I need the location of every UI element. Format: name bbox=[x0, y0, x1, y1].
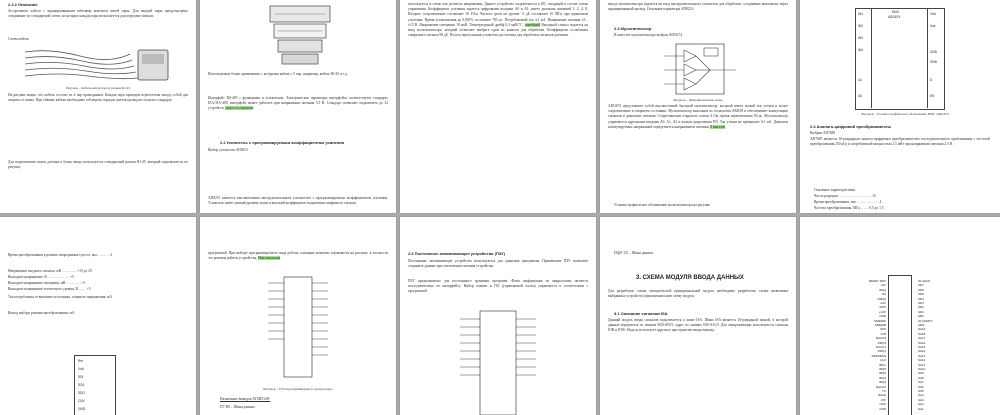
chip-pin: D bbox=[930, 78, 933, 82]
controller-pinout-diagram bbox=[266, 275, 330, 379]
isa-signal-label: IRQ5 bbox=[878, 371, 886, 376]
paragraph: Для разработки схемы электрической принципиальной модуля необходимо разработать схемы включения выбранных устройств и функциональную схему модуля. bbox=[608, 289, 788, 299]
isa-signal-label: DRQ2 bbox=[877, 296, 886, 301]
parameter-row: Напряжение входного сигнала, мВ ………… +10 до 20 bbox=[8, 269, 92, 273]
chip-pin: A0 bbox=[858, 94, 862, 98]
figure-caption: Рисунок – Условно-графическое обозначение ИМС ADG674 bbox=[861, 112, 949, 116]
document-page-4 bbox=[600, 0, 796, 213]
paragraph: Время преобразования в режиме непрерывного роста, мкс ……… 4 bbox=[8, 253, 112, 257]
isa-signal-label: SD4 bbox=[918, 296, 924, 301]
paragraph: Данный модуль ввода сигналов подключается к шине ISA. Шина ISA является 16-разрядной шиной, в которой данные передаются по линиям SD0-SD15, адрес по линиям SA0-SA19. Для синхронизации используются сигналы IOR и IOW. Модуль использует адресное пространство ввода-вывода. bbox=[608, 318, 788, 333]
paragraph: ADG674 представляет собой высокоточный быстрый мультиплексор, который имеет малый ток утечки и малое сопротивление в открытом состоянии. Мультиплексор выполнен по технологии КМОП и обеспечивает коммутацию сигналов в диапазоне питания. Сопротивление открытого ключа 4 Ом, время переключения 50 нс. Мультиплексор управляется адресными входами A0, A1, A2 и входом разрешения EN. Ток утечки не превышает 0,1 нА. Диапазон коммутируемых напряжений определяется напряжением питания. 8 каналов bbox=[608, 104, 788, 129]
chip-pin: IN2 bbox=[858, 24, 863, 28]
isa-signal-label: +12V bbox=[878, 309, 886, 314]
isa-signal-label: OSC bbox=[879, 402, 886, 407]
isa-signal-label: IRQ2 bbox=[878, 287, 886, 292]
chip-pin: GND bbox=[930, 60, 938, 64]
isa-signal-label: CLK bbox=[880, 358, 886, 363]
isa-signal-label: GND bbox=[879, 406, 886, 411]
isa-signal-label: AEN bbox=[918, 323, 925, 327]
paragraph: Постоянные запоминающие устройства используются для хранения программы. Применение ПЗУ позволяет сохранить данные при отключении питания устройства. bbox=[408, 259, 588, 269]
isa-signal-label: SD1 bbox=[918, 309, 924, 314]
isa-signal-label: SA2 bbox=[918, 402, 924, 407]
paragraph: На рисунке видно, что кабель состоит из 4 пар проводников. Каждая пара проводов переплетена между собой для защиты от помех. При обжиме кабеля необходимо соблюдать порядок цветов проводов согласно стандарту. bbox=[8, 93, 188, 103]
isa-signal-label: SA16 bbox=[918, 340, 926, 345]
paragraph bbox=[8, 37, 188, 42]
isa-signal-label: SA9 bbox=[918, 371, 924, 376]
isa-signal-label: SD0 bbox=[918, 314, 924, 319]
paragraph: используется в схеме как делитель напряжения. Данное устройство подключается к ИС, входящей в состав схемы управления. Коэффициент усиления задается цифровыми входами A0 и A1, имеет диапазон значений 1, 2, 4, 8. Входное сопротивление составляет 10 ГОм. Частота среза на уровне -3 дБ составляет 10 МГц при единичном усилении. Время установления до 0,001% составляет 785 нс. Потребляемый ток 4,1 мА. Напряжение питания ±5...±15 В. Напряжение смещения 18 мкВ. Температурный дрейф 0,3 мкВ/°C. линейный Выходной сигнал подается на вход мультиплексора, который позволяет выбрать один из каналов для обработки. Коэффициент ослабления синфазного сигнала 98 дБ. Полоса пропускания усилителя достаточна для обработки сигналов датчиков. bbox=[408, 2, 588, 38]
figure-caption: Рисунок – Кабель витая пара и разъем RJ-45 bbox=[65, 86, 131, 90]
chip-pin: IN3 bbox=[858, 36, 863, 40]
document-page-7 bbox=[200, 217, 396, 415]
section-heading: 2.3 Мультиплексор bbox=[614, 26, 652, 31]
paragraph: выход мультиплексора подается на вход инструментального усилителя для обработки, соединение выполнено через экранированный провод. Основные параметры AD8251: bbox=[608, 2, 788, 12]
chip-pin: GND bbox=[78, 407, 86, 411]
figure-caption: Рисунок – Функциональная схема bbox=[673, 98, 723, 102]
isa-signal-label: SA11 bbox=[918, 362, 926, 367]
isa-signal-label: SA18 bbox=[918, 331, 926, 336]
isa-signal-label: SD5 bbox=[918, 292, 924, 297]
isa-signal-label: SA5 bbox=[918, 389, 924, 393]
chip-pin: SDI bbox=[78, 375, 84, 379]
isa-signal-label: BALE bbox=[878, 393, 886, 398]
isa-signal-label: SA12 bbox=[918, 358, 926, 363]
section-heading: 2.6 Постоянное запоминающее устройство (ПЗУ) bbox=[408, 251, 505, 256]
isa-signal-label: SA17 bbox=[918, 336, 926, 341]
isa-signal-label: SA14 bbox=[918, 349, 926, 354]
chip-pin: EN bbox=[930, 94, 935, 98]
isa-signal-label: -12V bbox=[879, 301, 886, 305]
chip-name: ADG674 bbox=[888, 15, 901, 19]
paragraph: ПЗУ предназначено для постоянного хранения программ. Флеш информация из микросхемы читается последовательно по интерфейсу. Выбор памяти и ПО (управляемой платы) управляется в соответствии с программой. bbox=[408, 279, 588, 294]
section-heading: 3.1 Описание сигналов ISA bbox=[614, 311, 668, 316]
section-heading: 2.4 Аналого-цифровой преобразователь bbox=[810, 124, 892, 129]
connector-illustration bbox=[260, 2, 340, 68]
document-page-10 bbox=[800, 217, 1000, 415]
isa-signal-label: IRQ3 bbox=[878, 380, 886, 385]
memory-chip-diagram bbox=[456, 309, 540, 415]
isa-connector-symbol bbox=[888, 275, 912, 415]
chip-pin: GND bbox=[930, 50, 938, 54]
section-heading: 2.2 Усилитель с программируемым коэффициентом усиления bbox=[220, 140, 345, 145]
chip-pin: Vdd bbox=[78, 367, 84, 371]
document-page-1 bbox=[0, 0, 196, 213]
chip-pin: IN4 bbox=[858, 48, 863, 52]
paragraph: AD8251 является высокоточным инструментальным усилителем с программируемым коэффициентом усиления. Усилитель имеет низкий уровень шума и высокий коэффициент подавления синфазного сигнала. bbox=[208, 196, 388, 206]
chip-pin: SDO bbox=[78, 391, 85, 395]
isa-signal-label: SD6 bbox=[918, 287, 924, 292]
isa-signal-label: IRQ7 bbox=[878, 362, 886, 367]
paragraph: Для подключения платы датчика к блоку ввода используется стандартный разъем RJ-45, который подключается по рисунку. bbox=[8, 160, 188, 170]
document-page-3 bbox=[400, 0, 596, 213]
paragraph: AD7685 является 16-разрядным аналого-цифровым преобразователем последовательного приближения с частотой преобразования 250 кГц и потребляемой мощностью 2.5 мВт при напряжении питания 2.5 В. bbox=[810, 137, 990, 147]
paragraph: Выбор усилителя AD8251 bbox=[208, 148, 249, 152]
parameter-row: Выходное напряжение смещения, мВ ………… +5 bbox=[8, 281, 86, 285]
list-item: Число разрядов ……………………… 16 bbox=[814, 194, 876, 198]
chip-pin: IN1 bbox=[858, 12, 863, 16]
highlighted-text: Схема кабеля bbox=[8, 37, 29, 41]
chip-pin: Ref bbox=[78, 359, 83, 363]
isa-signal-label: IOW bbox=[880, 327, 886, 332]
isa-signal-label: SA13 bbox=[918, 353, 926, 358]
document-page-2 bbox=[200, 0, 396, 213]
isa-signal-label: SD7 bbox=[918, 283, 924, 288]
isa-signal-label: IOR bbox=[880, 331, 886, 336]
twisted-pair-cable-illustration bbox=[20, 44, 180, 84]
document-page-5 bbox=[800, 0, 1000, 213]
section-heading: 2.3.2 Описание bbox=[8, 2, 38, 7]
paragraph: Ассортимент кабеля с экранированными кабелями контакты витой пары. Для каждой пары предусмотрено соединение по стандартной схеме, из которых каждая пара используется для передачи сигнала. bbox=[8, 9, 188, 19]
isa-signal-label: IO CHCK bbox=[918, 279, 931, 283]
highlighted-text: скорость передачи bbox=[225, 106, 254, 111]
parameter-row: Выходное напряжение логического уровня, В …… +5 bbox=[8, 287, 91, 291]
figure-caption: Рисунок – УГО программируемого контроллера bbox=[263, 387, 333, 391]
highlighted-text: линейный bbox=[524, 22, 541, 27]
isa-signal-label: RESET DRV bbox=[868, 279, 886, 283]
isa-signal-label: IRQ4 bbox=[878, 375, 886, 380]
isa-signal-label: GND bbox=[879, 314, 886, 319]
isa-signal-label: 0WS bbox=[879, 305, 886, 310]
isa-signal-label: SD3 bbox=[918, 301, 924, 305]
list-item: DQ(0-15) – Шина данных bbox=[614, 251, 654, 255]
list-title: Основные характеристики: bbox=[814, 188, 856, 192]
isa-signal-label: SMEMR bbox=[874, 323, 886, 327]
isa-signal-label: DRQ1 bbox=[877, 349, 886, 354]
isa-signal-label: SA8 bbox=[918, 375, 924, 380]
chapter-heading: 3. СХЕМА МОДУЛЯ ВВОДА ДАННЫХ bbox=[636, 275, 744, 281]
isa-signal-label: TC bbox=[882, 389, 886, 393]
isa-signal-label: SMEMW bbox=[874, 318, 886, 323]
isa-signal-label: REFRESH bbox=[871, 353, 886, 358]
chip-pin: SCK bbox=[78, 383, 85, 387]
isa-signal-label: SA7 bbox=[918, 380, 924, 385]
isa-signal-label: -5V bbox=[881, 292, 886, 297]
chip-pin: A1 bbox=[858, 78, 862, 82]
paragraph: Используемые блоки применения, с которыми кабель с 5 пар, например, кабель RJ-45 и т.д. bbox=[208, 72, 348, 76]
isa-signal-label: SA4 bbox=[918, 393, 924, 398]
chip-pin: Vdd bbox=[930, 12, 936, 16]
list-title: Назначение выводов ATMEGA8: bbox=[220, 397, 271, 401]
isa-signal-label: SD2 bbox=[918, 305, 924, 310]
isa-signal-label: SA10 bbox=[918, 367, 926, 371]
isa-signal-label: DACK2 bbox=[875, 384, 886, 389]
isa-signal-label: SA6 bbox=[918, 384, 924, 389]
isa-signal-label: SA19 bbox=[918, 327, 926, 332]
list-item: Время преобразования, мкс ……………… 4 bbox=[814, 200, 882, 204]
document-page-9 bbox=[600, 217, 796, 415]
document-page-8 bbox=[400, 217, 596, 415]
chip-pin: Vss bbox=[930, 24, 936, 28]
isa-signal-label: IO CHRDY bbox=[918, 318, 933, 323]
list-item: D7-D0 – Шина данных bbox=[220, 405, 256, 409]
parameter-row: Выходное напряжение, В ……………… +5 bbox=[8, 275, 74, 279]
highlighted-text: 8 каналов bbox=[710, 124, 726, 129]
paragraph: Интерфейс RS-485 с функциями и усилителем. Электрические параметры интерфейса соответствуют стандарту EIA/TIA-485, интерфейс может работать при напряжении питания 3.5 В. Стандарт позволяет подключать до 32 устройств. скорость передачи bbox=[208, 96, 388, 111]
paragraph: В качестве мультиплексора выбран ADG674 bbox=[614, 33, 682, 37]
paragraph: Выбран AD7685 bbox=[810, 131, 836, 135]
highlighted-text: Максимальная bbox=[257, 256, 281, 261]
isa-signal-label: DRQ3 bbox=[877, 340, 886, 345]
isa-signal-label: DACK3 bbox=[875, 336, 886, 341]
chip-pin: CNV bbox=[78, 399, 85, 403]
isa-signal-label: +5V bbox=[880, 397, 886, 402]
paragraph: Условно-графическое обозначение мультиплексора на рисунке. bbox=[614, 203, 711, 207]
isa-signal-label: SA15 bbox=[918, 345, 926, 349]
isa-signal-label: DACK1 bbox=[875, 345, 886, 349]
mux-functional-diagram bbox=[660, 42, 740, 96]
list-item: Частота преобразования, МГц …… 0,5 до 1.5 bbox=[814, 206, 884, 210]
paragraph: программой. При выборе программируемого вида работы основные моменты отражаются на рисунке, в частности это режимы работы устройства. Максимальная bbox=[208, 251, 388, 261]
isa-signal-label: SA1 bbox=[918, 406, 924, 411]
paragraph: Ток потребления от внешнего источника, опорного напряжения, мА bbox=[8, 295, 113, 299]
paragraph: Выход выбора режима преобразования, мА bbox=[8, 311, 75, 315]
chip-title: MUX bbox=[892, 10, 900, 14]
isa-signal-label: +5V bbox=[880, 283, 886, 288]
isa-signal-label: IRQ6 bbox=[878, 367, 886, 371]
document-page-6 bbox=[0, 217, 196, 415]
isa-signal-label: SA3 bbox=[918, 397, 924, 402]
